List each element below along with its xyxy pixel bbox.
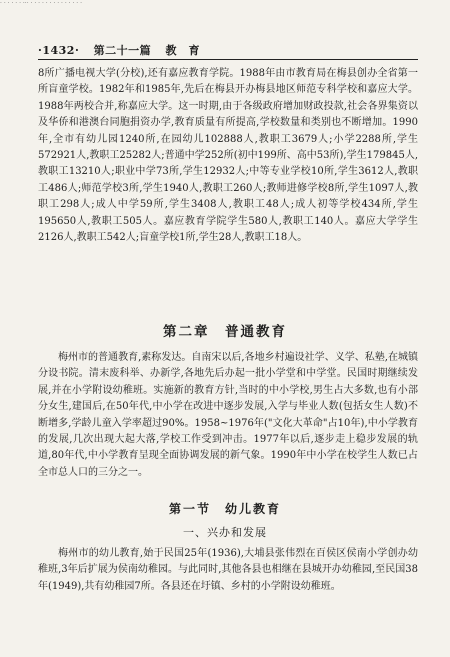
scan-edge-text: · · · · · · ··· · · · · · · · · · · · · · · (0, 0, 83, 7)
chapter-text-block (38, 350, 418, 481)
chapter-title: 第二章 普通教育 (163, 324, 287, 340)
section-title: 第一节 幼儿教育 (168, 502, 281, 516)
intro-paragraph: 8所广播电视大学(分校),还有嘉应教育学院。1988年由市教育局在梅县创办全省第一所盲童学校。1982年和1985年,先后在梅县开办梅县地区师范专科学校和嘉应大学。1988年两校合并,称嘉应大学。这一时期,由于各级政府增加财政投款,社会各界集资以及华侨和港澳台同胞捐资办学,教育质量有所提高,学校数量和类别也不断增加。1990年,全市有幼儿园1240所,在园幼儿102888人,教职工3679人;小学2288所,学生572921人,教职工25282人;普通中学252所(初中199所、高中53所),学生179845人,教职工13210人;职业中学73所,学生12932人;中等专业学校10所,学生3612人,教职工486人;师范学校3所,学生1940人,教职工260人;教师进修学校8所,学生1097人,教职工298人;成人中学59所,学生3408人,教职工48人;成人初等学校434所,学生195650人,教职工505人。嘉应教育学院学生580人,教职工140人。嘉应大学学生2126人,教职工542人;盲童学校1所,学生28人,教职工18人。 (38, 68, 418, 244)
section-name: 教 育 (165, 44, 200, 57)
part-title: 第二十一篇 (93, 44, 152, 57)
header-rule (38, 59, 418, 60)
page-number: ·1432· (38, 44, 80, 57)
section-paragraph: 梅州市的幼儿教育,始于民国25年(1936),大埔县张伟烈在百侯区侯南小学创办幼稚班,3年后扩展为侯南幼稚园。与此同时,其他各县也相继在县城开办幼稚园,至民国38年(1949),共有幼稚园7所。各县还在圩镇、乡村的小学附设幼稚班。 (38, 548, 418, 592)
subsection-title: 一、兴办和发展 (183, 526, 267, 539)
running-header (38, 42, 418, 58)
intro-text-block (38, 66, 418, 246)
section-text-block (38, 546, 418, 595)
chapter-paragraph: 梅州市的普通教育,素称发达。自南宋以后,各地乡村遍设社学、义学、私塾,在城镇分设书院。清末废科举、办新学,各地先后办起一批小学堂和中学堂。民国时期继续发展,并在小学附设幼稚班。实施新的教育方针,当时的中小学校,男生占大多数,也有小部分女生,建国后,在50年代,中小学在改进中逐步发展,入学与毕业人数(包括女生人数)不断增多,学龄儿童入学率超过90%。1958~1976年("文化大革命"占10年),中小学教育的发展,几次出现大起大落,学校工作受到冲击。1977年以后,逐步走上稳步发展的轨道,80年代,中小学教育呈现全面协调发展的新气象。1990年中小学在校学生人数已占全市总人口的三分之一。 (38, 352, 418, 478)
